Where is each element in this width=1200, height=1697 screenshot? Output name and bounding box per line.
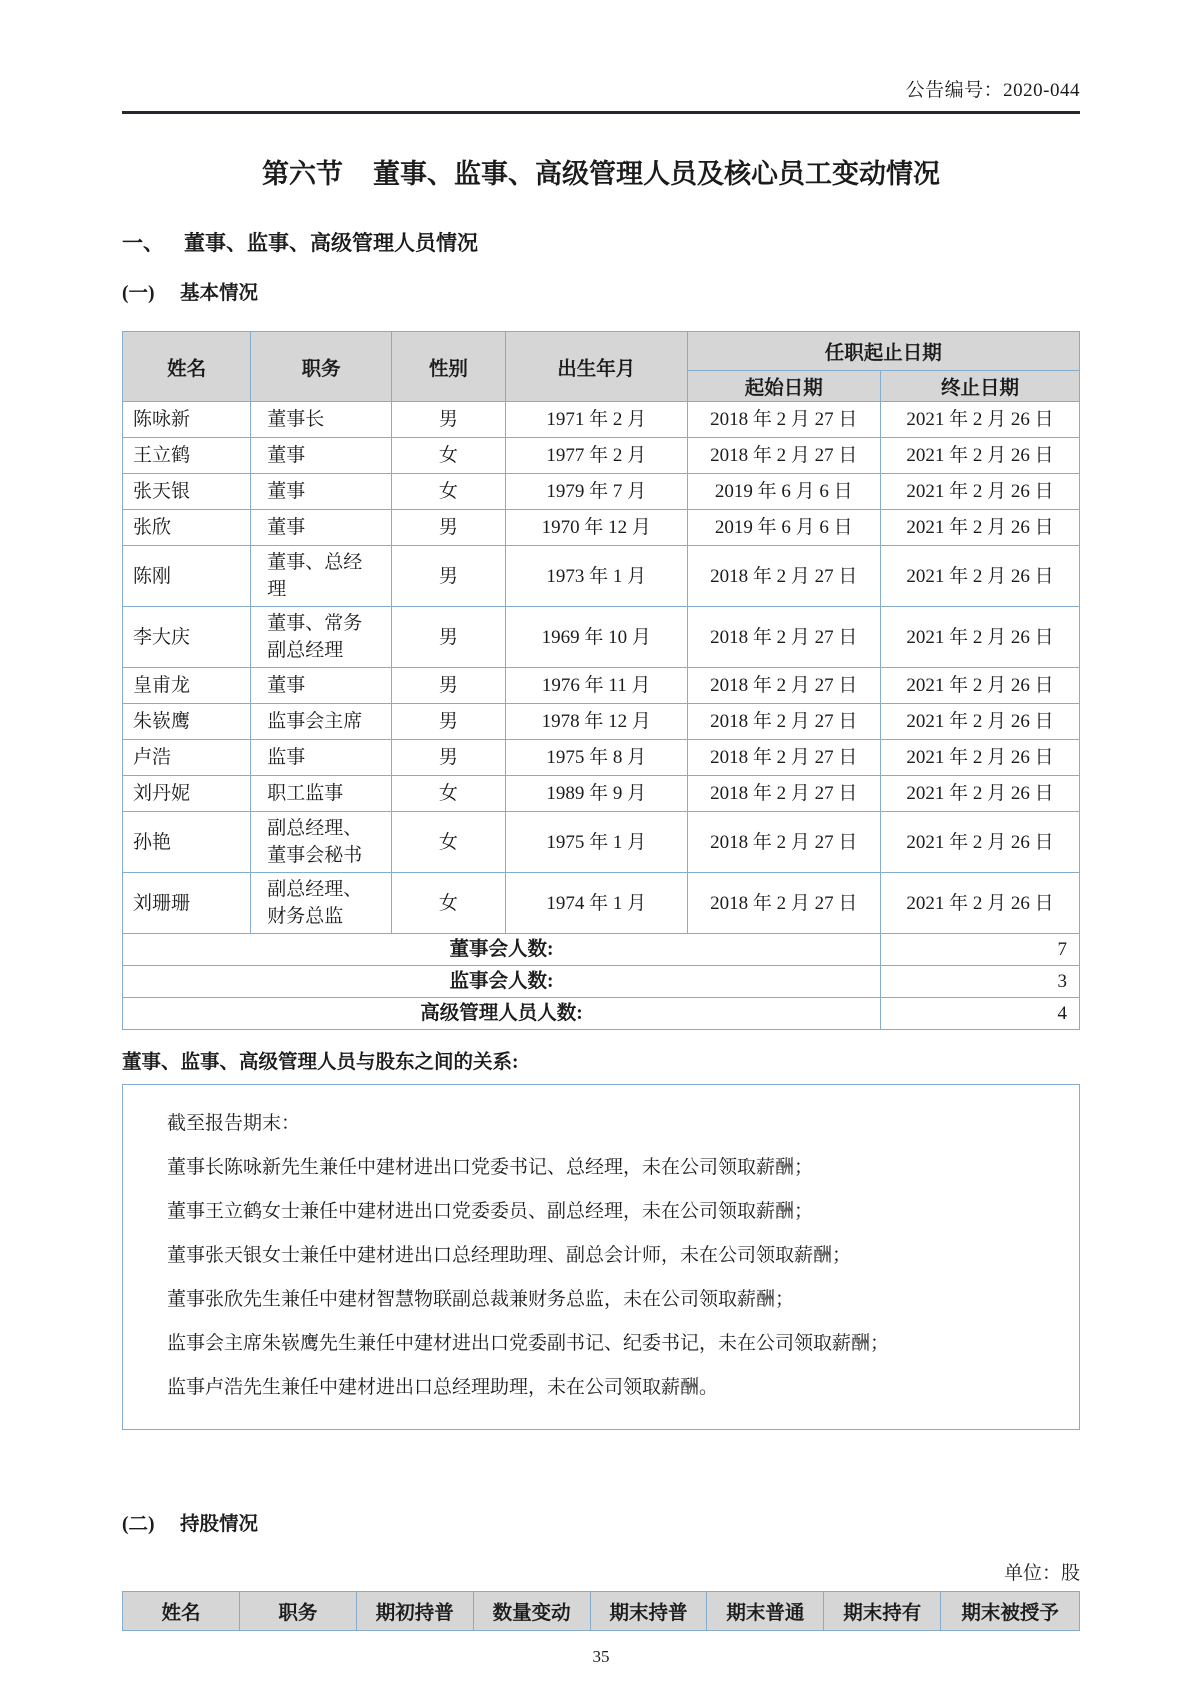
gender-cell: 男 xyxy=(391,546,505,607)
chapter-title: 董事、监事、高级管理人员及核心员工变动情况 xyxy=(373,159,940,189)
unit-label: 单位：股 xyxy=(1003,1563,1080,1584)
gender-cell: 女 xyxy=(391,776,505,812)
start-date-cell: 2018 年 2 月 27 日 xyxy=(687,438,880,474)
gender-cell: 男 xyxy=(391,704,505,740)
end-date-cell: 2021 年 2 月 26 日 xyxy=(880,668,1079,704)
end-date-cell: 2021 年 2 月 26 日 xyxy=(880,546,1079,607)
name-cell: 皇甫龙 xyxy=(123,668,251,704)
end-date-cell: 2021 年 2 月 26 日 xyxy=(880,812,1079,873)
holdings-col-header: 姓名 xyxy=(123,1592,240,1631)
position-cell: 副总经理、财务总监 xyxy=(251,873,392,934)
gender-cell: 男 xyxy=(391,402,505,438)
page-title xyxy=(122,152,1080,191)
start-date-cell: 2019 年 6 月 6 日 xyxy=(687,510,880,546)
name-cell: 陈刚 xyxy=(123,546,251,607)
start-date-cell: 2018 年 2 月 27 日 xyxy=(687,740,880,776)
birth-cell: 1975 年 1 月 xyxy=(505,812,687,873)
subsection-number: (一) xyxy=(122,283,155,304)
end-date-cell: 2021 年 2 月 26 日 xyxy=(880,402,1079,438)
management-basic-table xyxy=(122,331,1080,1030)
table-row xyxy=(123,438,1080,474)
start-date-cell: 2018 年 2 月 27 日 xyxy=(687,776,880,812)
basic-table-body xyxy=(123,402,1080,1030)
holdings-col-header: 数量变动 xyxy=(473,1592,590,1631)
col-header-position: 职务 xyxy=(251,332,392,402)
col-header-name: 姓名 xyxy=(123,332,251,402)
name-cell: 孙艳 xyxy=(123,812,251,873)
birth-cell: 1973 年 1 月 xyxy=(505,546,687,607)
table-row xyxy=(123,812,1080,873)
col-header-start-date: 起始日期 xyxy=(687,371,880,402)
position-cell: 副总经理、董事会秘书 xyxy=(251,812,392,873)
relationship-intro: 截至报告期末： xyxy=(167,1113,301,1134)
relationship-heading: 董事、监事、高级管理人员与股东之间的关系: xyxy=(122,1052,519,1073)
holdings-header-row xyxy=(123,1592,1080,1631)
position-cell: 董事 xyxy=(251,668,392,704)
name-cell: 张天银 xyxy=(123,474,251,510)
birth-cell: 1974 年 1 月 xyxy=(505,873,687,934)
position-cell: 董事 xyxy=(251,438,392,474)
birth-cell: 1970 年 12 月 xyxy=(505,510,687,546)
table-row xyxy=(123,510,1080,546)
holdings-col-header: 期末被授予 xyxy=(941,1592,1080,1631)
name-cell: 刘丹妮 xyxy=(123,776,251,812)
relationship-box xyxy=(122,1084,1080,1430)
announcement-number: 公告编号：2020-044 xyxy=(905,80,1080,101)
name-cell: 陈咏新 xyxy=(123,402,251,438)
relationship-line: 董事张天银女士兼任中建材进出口总经理助理、副总会计师，未在公司领取薪酬； xyxy=(167,1245,852,1266)
birth-cell: 1978 年 12 月 xyxy=(505,704,687,740)
holdings-col-header: 职务 xyxy=(239,1592,356,1631)
table-row xyxy=(123,402,1080,438)
gender-cell: 男 xyxy=(391,607,505,668)
table-row xyxy=(123,607,1080,668)
holdings-col-header: 期末持有 xyxy=(824,1592,941,1631)
start-date-cell: 2018 年 2 月 27 日 xyxy=(687,704,880,740)
relationship-line: 董事张欣先生兼任中建材智慧物联副总裁兼财务总监，未在公司领取薪酬； xyxy=(167,1289,795,1310)
position-cell: 董事、常务副总经理 xyxy=(251,607,392,668)
end-date-cell: 2021 年 2 月 26 日 xyxy=(880,438,1079,474)
end-date-cell: 2021 年 2 月 26 日 xyxy=(880,740,1079,776)
table-row xyxy=(123,873,1080,934)
name-cell: 李大庆 xyxy=(123,607,251,668)
page-number: 35 xyxy=(592,1647,610,1666)
col-header-birth: 出生年月 xyxy=(505,332,687,402)
summary-label: 董事会人数: xyxy=(123,934,881,966)
gender-cell: 女 xyxy=(391,438,505,474)
summary-value: 3 xyxy=(880,966,1079,998)
name-cell: 王立鹤 xyxy=(123,438,251,474)
gender-cell: 女 xyxy=(391,474,505,510)
name-cell: 卢浩 xyxy=(123,740,251,776)
relationship-line: 监事会主席朱嵚鹰先生兼任中建材进出口党委副书记、纪委书记，未在公司领取薪酬； xyxy=(167,1333,890,1354)
start-date-cell: 2018 年 2 月 27 日 xyxy=(687,546,880,607)
summary-row xyxy=(123,934,1080,966)
start-date-cell: 2018 年 2 月 27 日 xyxy=(687,668,880,704)
birth-cell: 1969 年 10 月 xyxy=(505,607,687,668)
section-label: 董事、监事、高级管理人员情况 xyxy=(184,231,478,255)
end-date-cell: 2021 年 2 月 26 日 xyxy=(880,607,1079,668)
name-cell: 张欣 xyxy=(123,510,251,546)
relationship-line: 董事长陈咏新先生兼任中建材进出口党委书记、总经理，未在公司领取薪酬； xyxy=(167,1157,814,1178)
start-date-cell: 2019 年 6 月 6 日 xyxy=(687,474,880,510)
summary-row xyxy=(123,966,1080,998)
chapter-number: 第六节 xyxy=(262,159,343,189)
summary-value: 4 xyxy=(880,998,1079,1030)
table-header-row-1 xyxy=(123,332,1080,371)
subsection-heading-basic xyxy=(122,277,1080,305)
table-row xyxy=(123,776,1080,812)
gender-cell: 男 xyxy=(391,740,505,776)
holdings-col-header: 期末持普 xyxy=(590,1592,707,1631)
col-header-gender: 性别 xyxy=(391,332,505,402)
summary-label: 高级管理人员人数: xyxy=(123,998,881,1030)
summary-value: 7 xyxy=(880,934,1079,966)
start-date-cell: 2018 年 2 月 27 日 xyxy=(687,402,880,438)
table-row xyxy=(123,546,1080,607)
birth-cell: 1979 年 7 月 xyxy=(505,474,687,510)
table-row xyxy=(123,704,1080,740)
section-heading-1 xyxy=(122,227,1080,257)
end-date-cell: 2021 年 2 月 26 日 xyxy=(880,510,1079,546)
end-date-cell: 2021 年 2 月 26 日 xyxy=(880,873,1079,934)
position-cell: 董事、总经理 xyxy=(251,546,392,607)
holdings-table xyxy=(122,1591,1080,1631)
start-date-cell: 2018 年 2 月 27 日 xyxy=(687,873,880,934)
start-date-cell: 2018 年 2 月 27 日 xyxy=(687,812,880,873)
end-date-cell: 2021 年 2 月 26 日 xyxy=(880,474,1079,510)
end-date-cell: 2021 年 2 月 26 日 xyxy=(880,776,1079,812)
name-cell: 刘珊珊 xyxy=(123,873,251,934)
position-cell: 董事长 xyxy=(251,402,392,438)
position-cell: 监事会主席 xyxy=(251,704,392,740)
birth-cell: 1977 年 2 月 xyxy=(505,438,687,474)
subsection-label: 基本情况 xyxy=(180,283,259,304)
col-header-end-date: 终止日期 xyxy=(880,371,1079,402)
birth-cell: 1989 年 9 月 xyxy=(505,776,687,812)
birth-cell: 1975 年 8 月 xyxy=(505,740,687,776)
gender-cell: 女 xyxy=(391,812,505,873)
section-number: 一、 xyxy=(122,231,164,255)
summary-label: 监事会人数: xyxy=(123,966,881,998)
header-divider xyxy=(122,111,1080,114)
subsection-number: (二) xyxy=(122,1514,155,1535)
birth-cell: 1971 年 2 月 xyxy=(505,402,687,438)
position-cell: 董事 xyxy=(251,474,392,510)
table-row xyxy=(123,474,1080,510)
subsection-heading-holdings xyxy=(122,1508,1080,1536)
name-cell: 朱嵚鹰 xyxy=(123,704,251,740)
start-date-cell: 2018 年 2 月 27 日 xyxy=(687,607,880,668)
position-cell: 董事 xyxy=(251,510,392,546)
gender-cell: 女 xyxy=(391,873,505,934)
gender-cell: 男 xyxy=(391,510,505,546)
birth-cell: 1976 年 11 月 xyxy=(505,668,687,704)
holdings-col-header: 期末普通 xyxy=(707,1592,824,1631)
col-header-tenure-group: 任职起止日期 xyxy=(687,332,1079,371)
relationship-line: 监事卢浩先生兼任中建材进出口总经理助理，未在公司领取薪酬。 xyxy=(167,1377,719,1398)
relationship-line: 董事王立鹤女士兼任中建材进出口党委委员、副总经理，未在公司领取薪酬； xyxy=(167,1201,814,1222)
table-row xyxy=(123,740,1080,776)
gender-cell: 男 xyxy=(391,668,505,704)
table-row xyxy=(123,668,1080,704)
holdings-col-header: 期初持普 xyxy=(356,1592,473,1631)
position-cell: 职工监事 xyxy=(251,776,392,812)
end-date-cell: 2021 年 2 月 26 日 xyxy=(880,704,1079,740)
subsection-label: 持股情况 xyxy=(180,1514,259,1535)
position-cell: 监事 xyxy=(251,740,392,776)
summary-row xyxy=(123,998,1080,1030)
